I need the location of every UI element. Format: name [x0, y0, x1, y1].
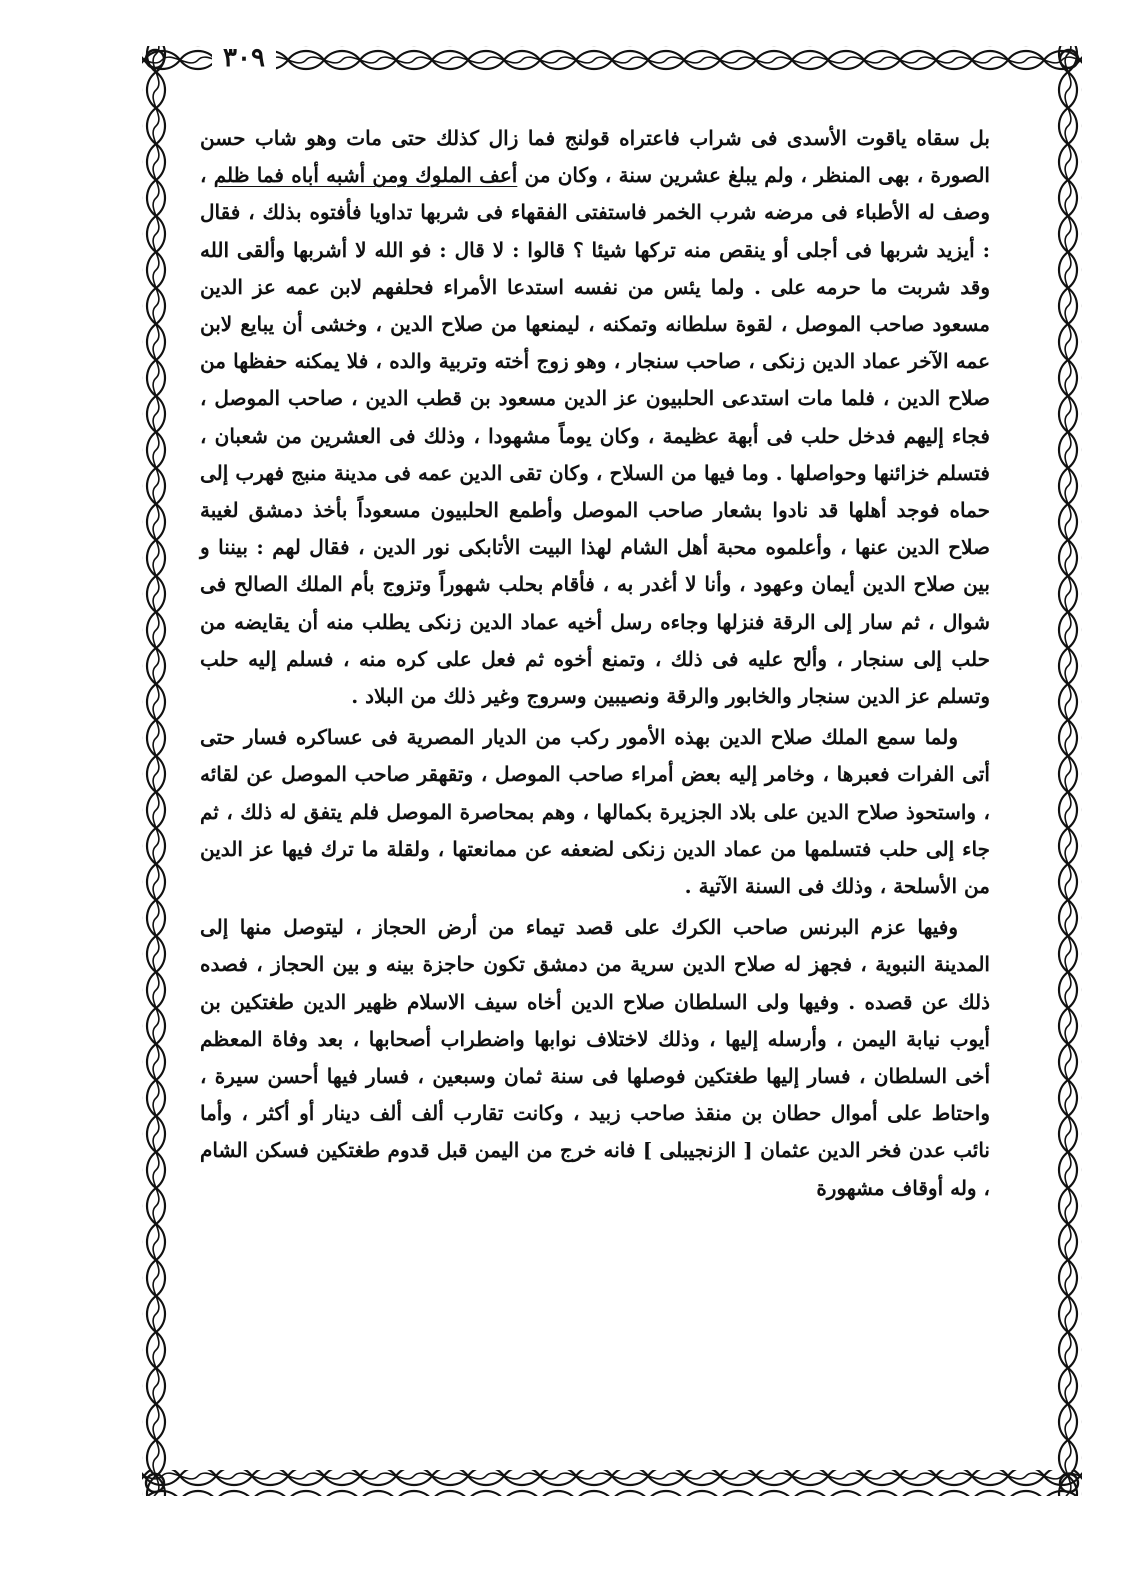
underlined-phrase: أعف الملوك ومن أشبه أباه فما ظلم [213, 163, 518, 188]
paragraph-text: بل سقاه ياقوت الأسدى فى شراب فاعتراه قولنج فما زال كذلك حتى مات وهو شاب حسن الصورة ، بهى المنظر ، ولم يبلغ عشرين سنة ، وكان من [200, 126, 990, 188]
body-text [200, 120, 990, 1450]
page-number: ٣٠٩ [212, 38, 276, 78]
paragraph [200, 719, 990, 905]
paragraph [200, 909, 990, 1207]
paragraph-text: ، وصف له الأطباء فى مرضه شرب الخمر فاستفتى الفقهاء فى شربها تداويا فأفتوه بذلك ، فقال : أيزيد شربها فى أجلى أو ينقص منه تركها شيئا ؟ قالوا : لا قال : فو الله لا أشربها وألقى الله وقد شربت ما حرمه على . ولما يئس من نفسه استدعا الأمراء فحلفهم لابن عمه عز الدين مسعود صاحب الموصل ، لقوة سلطانه وتمكنه ، ليمنعها من صلاح الدين ، وخشى أن يبايع لابن عمه الآخر عماد الدين زنكى ، صاحب سنجار ، وهو زوج أخته وتربية والده ، فلا يمكنه حفظها من صلاح الدين ، فلما مات استدعى الحلبيون عز الدين مسعود بن قطب الدين ، صاحب الموصل ، فجاء إليهم فدخل حلب فى أبهة عظيمة ، وكان يوماً مشهودا ، وذلك فى العشرين من شعبان ، فتسلم خزائنها وحواصلها . وما فيها من السلاح ، وكان تقى الدين عمه فى مدينة منبج فهرب إلى حماه فوجد أهلها قد نادوا بشعار صاحب الموصل وأطمع الحلبيون مسعوداً بأخذ دمشق لغيبة صلاح الدين عنها ، وأعلموه محبة أهل الشام لهذا البيت الأتابكى نور الدين ، فقال لهم : بيننا و بين صلاح الدين أيمان وعهود ، وأنا لا أغدر به ، فأقام بحلب شهوراً وتزوج بأم الملك الصالح فى شوال ، ثم سار إلى الرقة فنزلها وجاءه رسل أخيه عماد الدين زنكى يطلب منه أن يقايضه من حلب إلى سنجار ، وألح عليه فى ذلك ، وتمنع أخوه ثم فعل على كره منه ، فسلم إليه حلب وتسلم عز الدين سنجار والخابور والرقة ونصيبين وسروج وغير ذلك من البلاد . [200, 163, 991, 709]
paragraph [200, 120, 990, 715]
paragraph-text: ولما سمع الملك صلاح الدين بهذه الأمور ركب من الديار المصرية فى عساكره فسار حتى أتى الفرات فعبرها ، وخامر إليه بعض أمراء صاحب الموصل ، وتقهقر صاحب الموصل عن لقائه ، واستحوذ صلاح الدين على بلاد الجزيرة بكمالها ، وهم بمحاصرة الموصل فلم يتفق له ذلك ، ثم جاء إلى حلب فتسلمها من عماد الدين زنكى لضعفه عن ممانعتها ، ولقلة ما ترك فيها عز الدين من الأسلحة ، وذلك فى السنة الآتية . [200, 725, 990, 899]
paragraph-text: وفيها عزم البرنس صاحب الكرك على قصد تيماء من أرض الحجاز ، ليتوصل منها إلى المدينة النبوية ، فجهز له صلاح الدين سرية من دمشق تكون حاجزة بينه و بين الحجاز ، فصده ذلك عن قصده . وفيها ولى السلطان صلاح الدين أخاه سيف الاسلام ظهير الدين طغتكين بن أيوب نيابة اليمن ، وأرسله إليها ، وذلك لاختلاف نوابها واضطراب أصحابها ، بعد وفاة المعظم أخى السلطان ، فسار إليها طغتكين فوصلها فى سنة ثمان وسبعين ، فسار فيها أحسن سيرة ، واحتاط على أموال حطان بن منقذ صاحب زبيد ، وكانت تقارب ألف ألف دينار أو أكثر ، وأما نائب عدن فخر الدين عثمان [ الزنجيبلى ] فانه خرج من اليمن قبل قدوم طغتكين فسكن الشام ، وله أوقاف مشهورة [200, 915, 991, 1200]
